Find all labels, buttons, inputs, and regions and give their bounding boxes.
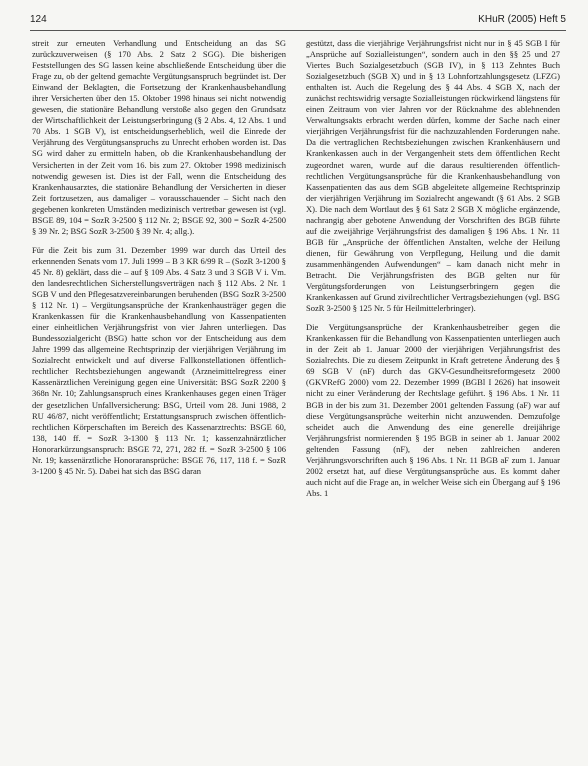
paragraph: Die Vergütungsansprüche der Krankenhausbetreiber gegen die Krankenkassen für die Behandlung von Kassenpatienten unterliegen auch in der Zeit ab 1. Januar 2000 der vierjährigen Verjährungsfrist des Sozialrechts. Die zu diesem Zeitpunkt in Kraft getretene Änderung des § 69 SGB V (nF) durch das GKV-Gesundheitsreformgesetz 2000 (GKVRefG 2000) vom 22. Dezember 1999 (BGBl I 2626) hat insoweit nicht zu einer Veränderung der Rechtslage geführt. § 196 Abs. 1 Nr. 11 BGB in der bis zum 31. Dezember 2001 geltenden Fassung (aF) war auf diese Vergütungsansprüche weiterhin nicht anzuwenden. Demzufolge scheidet auch die Anwendung des eine generelle dreijährige Verjährungsfrist normierenden § 195 BGB in seiner ab 1. Januar 2002 geltenden Fassung (nF), der neben zahlreichen anderen Verjährungsvorschriften auch § 196 Abs. 1 Nr. 11 BGB aF zum 1. Januar 2002 ersetzt hat, auf diese Vergütungsansprüche aus. Es kommt daher auch nicht auf die Frage an, in welcher Weise sich ein Übergang auf § 196 Abs. 1 [306, 322, 560, 498]
journal-citation: KHuR (2005) Heft 5 [478, 14, 566, 25]
paragraph: Für die Zeit bis zum 31. Dezember 1999 war durch das Urteil des erkennenden Senats vom 17. Juli 1999 – B 3 KR 6/99 R – (SozR 3-1200 § 45 Nr. 8) geklärt, dass die – auf § 109 Abs. 4 Satz 3 und 3 SGB V i. Vm. den landesrechtlichen Sicherstellungsverträgen nach § 112 Abs. 2 Nr. 1 SGB V und den Pflegesatzvereinbarungen beruhenden (BSG SozR 3-2500 § 112 Nr. 1) – Vergütungsansprüche der Krankenhausträger gegen die Krankenkassen für die Krankenhausbehandlung von Kassenpatienten einer einheitlichen Verjährungsfrist von vier Jahren unterliegen. Das Bundessozialgericht (BSG) hatte schon vor der Entscheidung aus dem Jahre 1999 das allgemeine Rechtsprinzip der vierjährigen Verjährung im Sozialrecht entwickelt und auf diverse Fallkonstellationen öffentlich-rechtlicher Rechtsbeziehungen angewandt (Arzneimittelregress einer Kassenärztlichen Vereinigung gegen eine Universität: BSG SozR 2200 § 368n Nr. 10; Zahlungsanspruch eines Krankenhauses gegen einen Träger der gesetzlichen Unfallversicherung: BSG, Urteil vom 28. Juni 1988, 2 RU 46/87, nicht veröffentlicht; Erstattungsanspruch zwischen öffentlich-rechtlichen Körperschaften im Bereich des Kassenarztrechts: BSGE 60, 138, 140 ff. = SozR 3-1300 § 113 Nr. 1; kassenzahnärztlicher Honorarkürzungsanspruch: BSGE 72, 271, 282 ff. = SozR 3-2500 § 106 Nr. 19; kassenärztliche Honoraransprüche: BSGE 76, 117, 118 f. = SozR 3-1200 § 45 Nr. 5). Dabei hat sich das BSG daran [32, 244, 286, 476]
paragraph: streit zur erneuten Verhandlung und Entscheidung an das SG zurückzuverweisen (§ 170 Abs. 2 Satz 2 SGG). Die bisherigen Feststellungen des SG lassen keine abschließende Entscheidung über die Frage zu, ob der geltend gemachte Vergütungsanspruch begründet ist. Der Einwand der Beklagten, die Fortsetzung der Krankenhausbehandlung ihrer Versicherten über den 15. Oktober 1998 hinaus sei nicht notwendig gewesen, die stationäre Behandlung verstoße also gegen den Grundsatz der Wirtschaftlichkeit der Leistungserbringung (§ 2 Abs. 4, 12 Abs. 1 und 70 Abs. 1 SGB V), ist entscheidungserheblich, weil die Einrede der Verjährung des Vergütungsanspruchs zu Unrecht erhoben worden ist. Das SG wird daher zu ermitteln haben, ob die Krankenhausbehandlung der Versicherten in der Zeit vom 16. bis zum 27. Oktober 1998 medizinisch notwendig gewesen ist. Dies ist der Fall, wenn die Entscheidung des Krankenhausarztes, die stationäre Behandlung der Versicherten in dieser Zeit fortzusetzen, aus damaliger – vorausschauender – Sicht nach den gegebenen konkreten Umständen medizinisch vertretbar gewesen ist (vgl. BSGE 89, 104 = SozR 3-2500 § 112 Nr. 2; BSGE 92, 300 = SozR 4-2500 § 39 Nr. 2; BSG SozR 3-2500 § 39 Nr. 4; allg.). [32, 38, 286, 236]
left-column [32, 38, 286, 485]
page-number: 124 [30, 14, 47, 25]
paragraph: gestützt, dass die vierjährige Verjährungsfrist nicht nur in § 45 SGB I für „Ansprüche auf Sozialleistungen“, sondern auch in den §§ 25 und 27 Viertes Buch Sozialgesetzbuch (SGB IV), in § 113 Zehntes Buch Sozialgesetzbuch (SGB X) und in § 13 Lohnfortzahlungsgesetz (LFZG) enthalten ist. Auch die Regelung des § 44 Abs. 4 SGB X, nach der zunächst rechtswidrig versagte Sozialleistungen rückwirkend längstens für einen Zeitraum von vier Jahren vor der Rücknahme des ablehnenden Verwaltungsakts erbracht werden dürfen, komme der Sache nach einer vierjährigen Verjährungsfrist für die nachzuzahlenden Forderungen nahe. Da die vertraglichen Rechtsbeziehungen zwischen Krankenhäusern und Krankenkassen auch in der Vergangenheit stets dem öffentlichen Recht zugeordnet waren, wurde auf die daraus resultierenden öffentlich-rechtlichen Vergütungsansprüche für die Krankenhausbehandlung von Kassenpatienten das aus dem SGB abgeleitete allgemeine Rechtsprinzip der vierjährigen Verjährung im Sozialrecht angewandt (§ 61 Abs. 2 SGB X). Die nach dem Wortlaut des § 61 Satz 2 SGB X mögliche ergänzende, nachrangig aber gebotene Anwendung der Vorschriften des BGB führte auf die zweijährige Verjährungsfrist des damaligen § 196 Abs. 1 Nr. 11 BGB für „Ansprüche der öffentlichen Anstalten, welche der Heilung dienen, für Gewährung von Verpflegung, Heilung und die damit zusammenhängenden Aufwendungen“ – kam danach nicht mehr in Betracht. Die Verjährungsfristen des BGB gelten nur für Vergütungsforderungen von Leistungserbringern gegen die Krankenkassen auf Grund zivilrechtlicher Vertragsbeziehungen (vgl. BSG SozR 3-2500 § 125 Nr. 5 für Heilmittelerbringer). [306, 38, 560, 314]
running-header [30, 10, 566, 31]
right-column [306, 38, 560, 507]
